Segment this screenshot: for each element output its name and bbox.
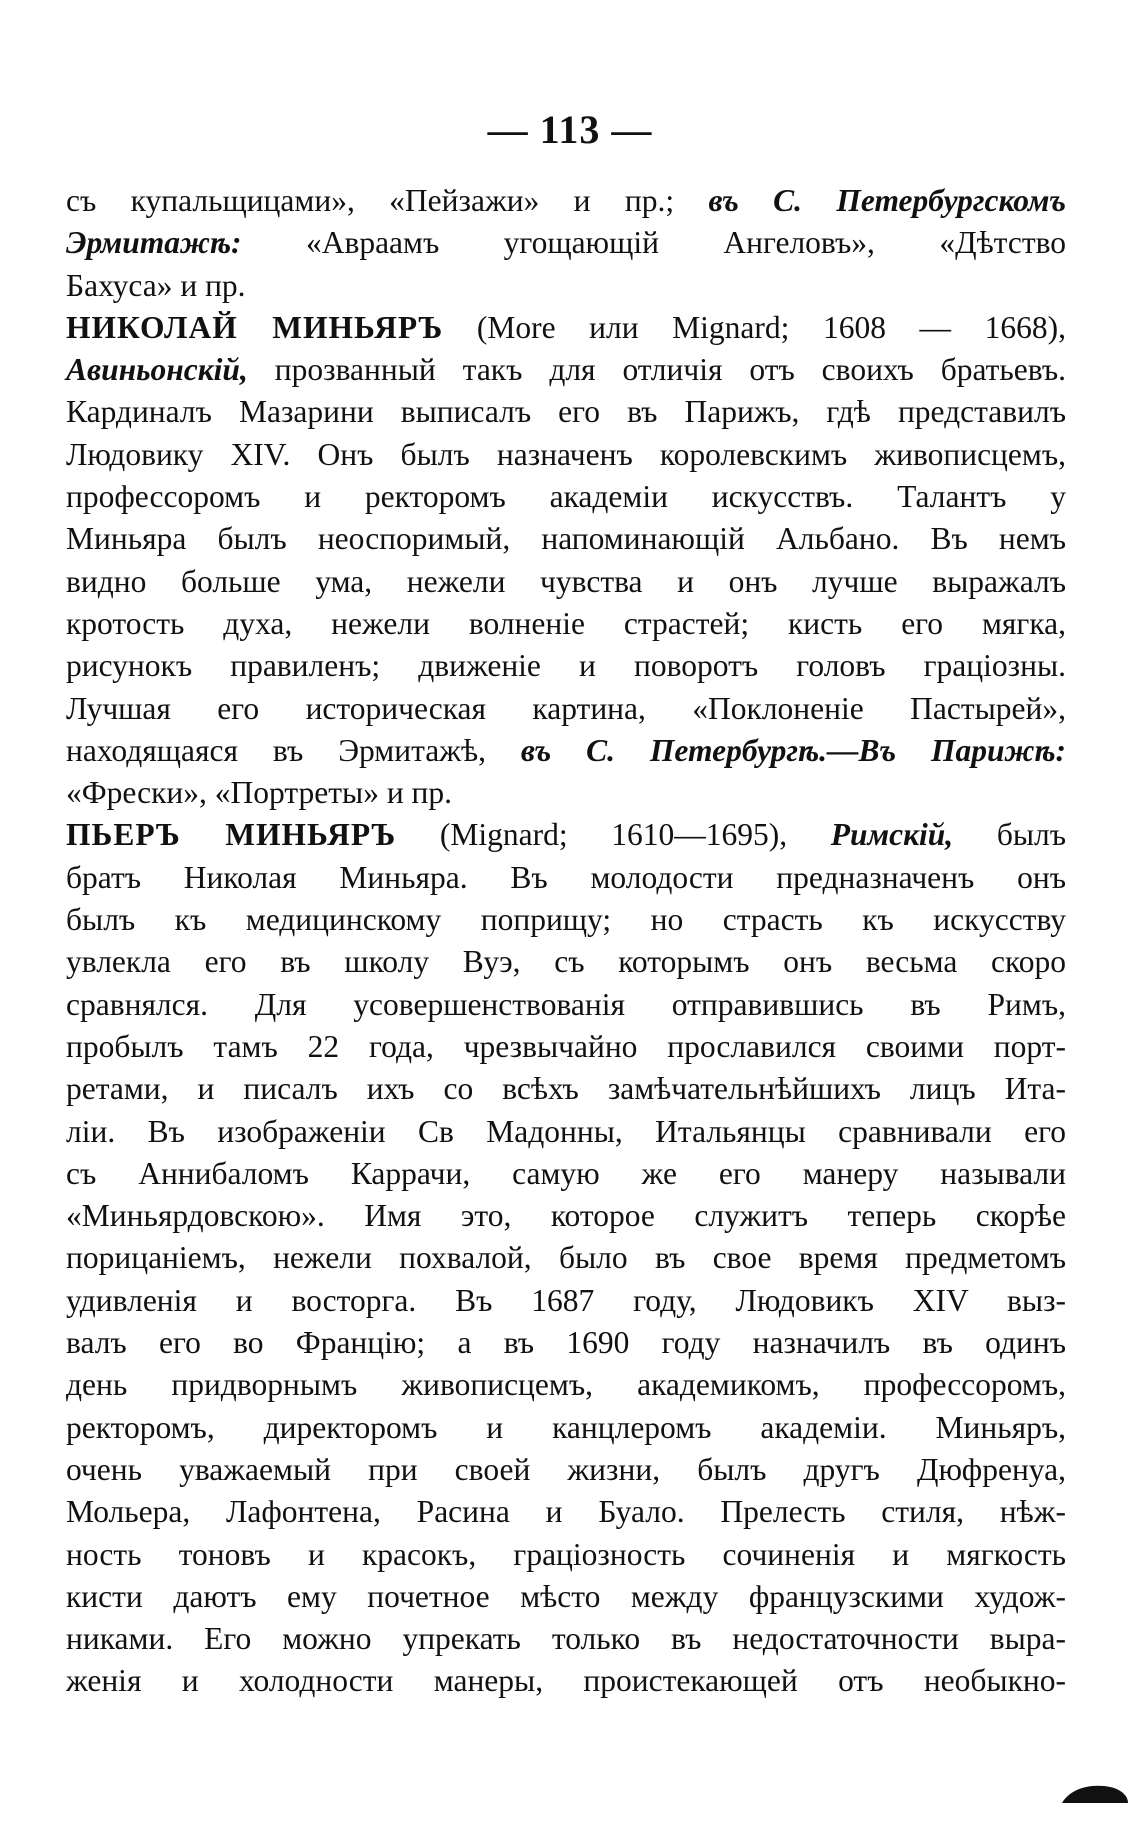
text-line: порицаніемъ, нежели похвалой, было въ свое время предметомъ	[66, 1240, 1066, 1276]
text-line: Лучшая его историческая картина, «Поклоненіе Пастырей»,	[66, 690, 1066, 726]
italic-run: Авиньонскій,	[66, 352, 248, 388]
text-line	[66, 180, 1066, 222]
ink-smudge-icon	[1060, 1779, 1130, 1805]
text-line: профессоромъ и ректоромъ академіи искусствъ. Талантъ у	[66, 479, 1066, 515]
italic-run: въ С. Петербургскомъ	[708, 183, 1067, 218]
text-line: съ Аннибаломъ Каррачи, самую же его манеру называли	[66, 1155, 1066, 1191]
text-run: «Авраамъ угощающій Ангеловъ», «Дѣтство	[305, 225, 1066, 261]
text-line: пробылъ тамъ 22 года, чрезвычайно прославился своими порт-	[66, 1028, 1066, 1064]
text-line: увлекла его въ школу Вуэ, съ которымъ онъ весьма скоро	[66, 944, 1066, 980]
text-line: братъ Николая Миньяра. Въ молодости предназначенъ онъ	[66, 859, 1066, 895]
text-line: женія и холодности манеры, проистекающей отъ необыкно-	[66, 1663, 1066, 1699]
text-run: (Mignard; 1610—1695),	[439, 817, 788, 853]
text-run: съ купальщицами», «Пейзажи» и пр.;	[66, 183, 675, 218]
italic-run: въ С. Петербургѣ.—Въ Парижѣ:	[520, 732, 1067, 768]
text-line: кисти даютъ ему почетное мѣсто между французскими худож-	[66, 1578, 1066, 1614]
text-line: видно больше ума, нежели чувства и онъ лучше выражалъ	[66, 563, 1066, 599]
text-line: ретами, и писалъ ихъ со всѣхъ замѣчательнѣйшихъ лицъ Ита-	[66, 1071, 1066, 1107]
text-line	[66, 730, 1066, 772]
page-number: — 113 —	[487, 107, 653, 152]
text-line: Мольера, Лафонтена, Расина и Буало. Прелесть стиля, нѣж-	[66, 1494, 1066, 1530]
text-line	[66, 349, 1066, 391]
text-run: Бахуса» и пр.	[66, 267, 246, 303]
text-line: удивленія и восторга. Въ 1687 году, Людовикъ XIV выз-	[66, 1282, 1066, 1318]
text-line	[66, 814, 1066, 856]
text-line: никами. Его можно упрекать только въ недостаточности выра-	[66, 1621, 1066, 1657]
italic-run: Римскій,	[830, 817, 954, 853]
text-run: былъ	[996, 817, 1067, 853]
page-body-text	[66, 180, 1066, 1703]
text-line	[66, 307, 1066, 349]
text-line: Людовику XIV. Онъ былъ назначенъ королевскимъ живописцемъ,	[66, 436, 1066, 472]
italic-run: Эрмитажѣ:	[66, 225, 242, 261]
artist-name-pierre-mignard: ПЬЕРЪ МИНЬЯРЪ	[66, 817, 397, 853]
text-run: прозванный такъ для отличія отъ своихъ братьевъ.	[274, 352, 1067, 388]
text-line: былъ къ медицинскому поприщу; но страсть къ искусству	[66, 902, 1066, 938]
text-line: «Миньярдовскою». Имя это, которое служитъ теперь скорѣе	[66, 1198, 1066, 1234]
text-line: ректоромъ, директоромъ и канцлеромъ академіи. Миньяръ,	[66, 1409, 1066, 1445]
text-line: сравнялся. Для усовершенствованія отправившись въ Римъ,	[66, 986, 1066, 1022]
text-line: ность тоновъ и красокъ, граціозность сочиненія и мягкость	[66, 1536, 1066, 1572]
text-line: ліи. Въ изображеніи Св Мадонны, Итальянцы сравнивали его	[66, 1113, 1066, 1149]
text-line: рисунокъ правиленъ; движеніе и поворотъ головъ граціозны.	[66, 648, 1066, 684]
text-line: валъ его во Францію; а въ 1690 году назначилъ въ одинъ	[66, 1325, 1066, 1361]
text-line	[66, 222, 1066, 264]
text-run: (More или Mignard; 1608 — 1668),	[476, 309, 1066, 345]
text-line: день придворнымъ живописцемъ, академикомъ, профессоромъ,	[66, 1367, 1066, 1403]
text-line	[66, 265, 1066, 307]
artist-name-nicolas-mignard: НИКОЛАЙ МИНЬЯРЪ	[66, 309, 444, 345]
text-run: находящаяся въ Эрмитажѣ,	[66, 732, 486, 768]
text-line: кротость духа, нежели волненіе страстей; кисть его мягка,	[66, 605, 1066, 641]
text-line: очень уважаемый при своей жизни, былъ другъ Дюфренуа,	[66, 1451, 1066, 1487]
text-line: «Фрески», «Портреты» и пр.	[66, 775, 453, 811]
text-line: Миньяра былъ неоспоримый, напоминающій Альбано. Въ немъ	[66, 521, 1066, 557]
text-line: Кардиналъ Мазарини выписалъ его въ Парижъ, гдѣ представилъ	[66, 394, 1066, 430]
